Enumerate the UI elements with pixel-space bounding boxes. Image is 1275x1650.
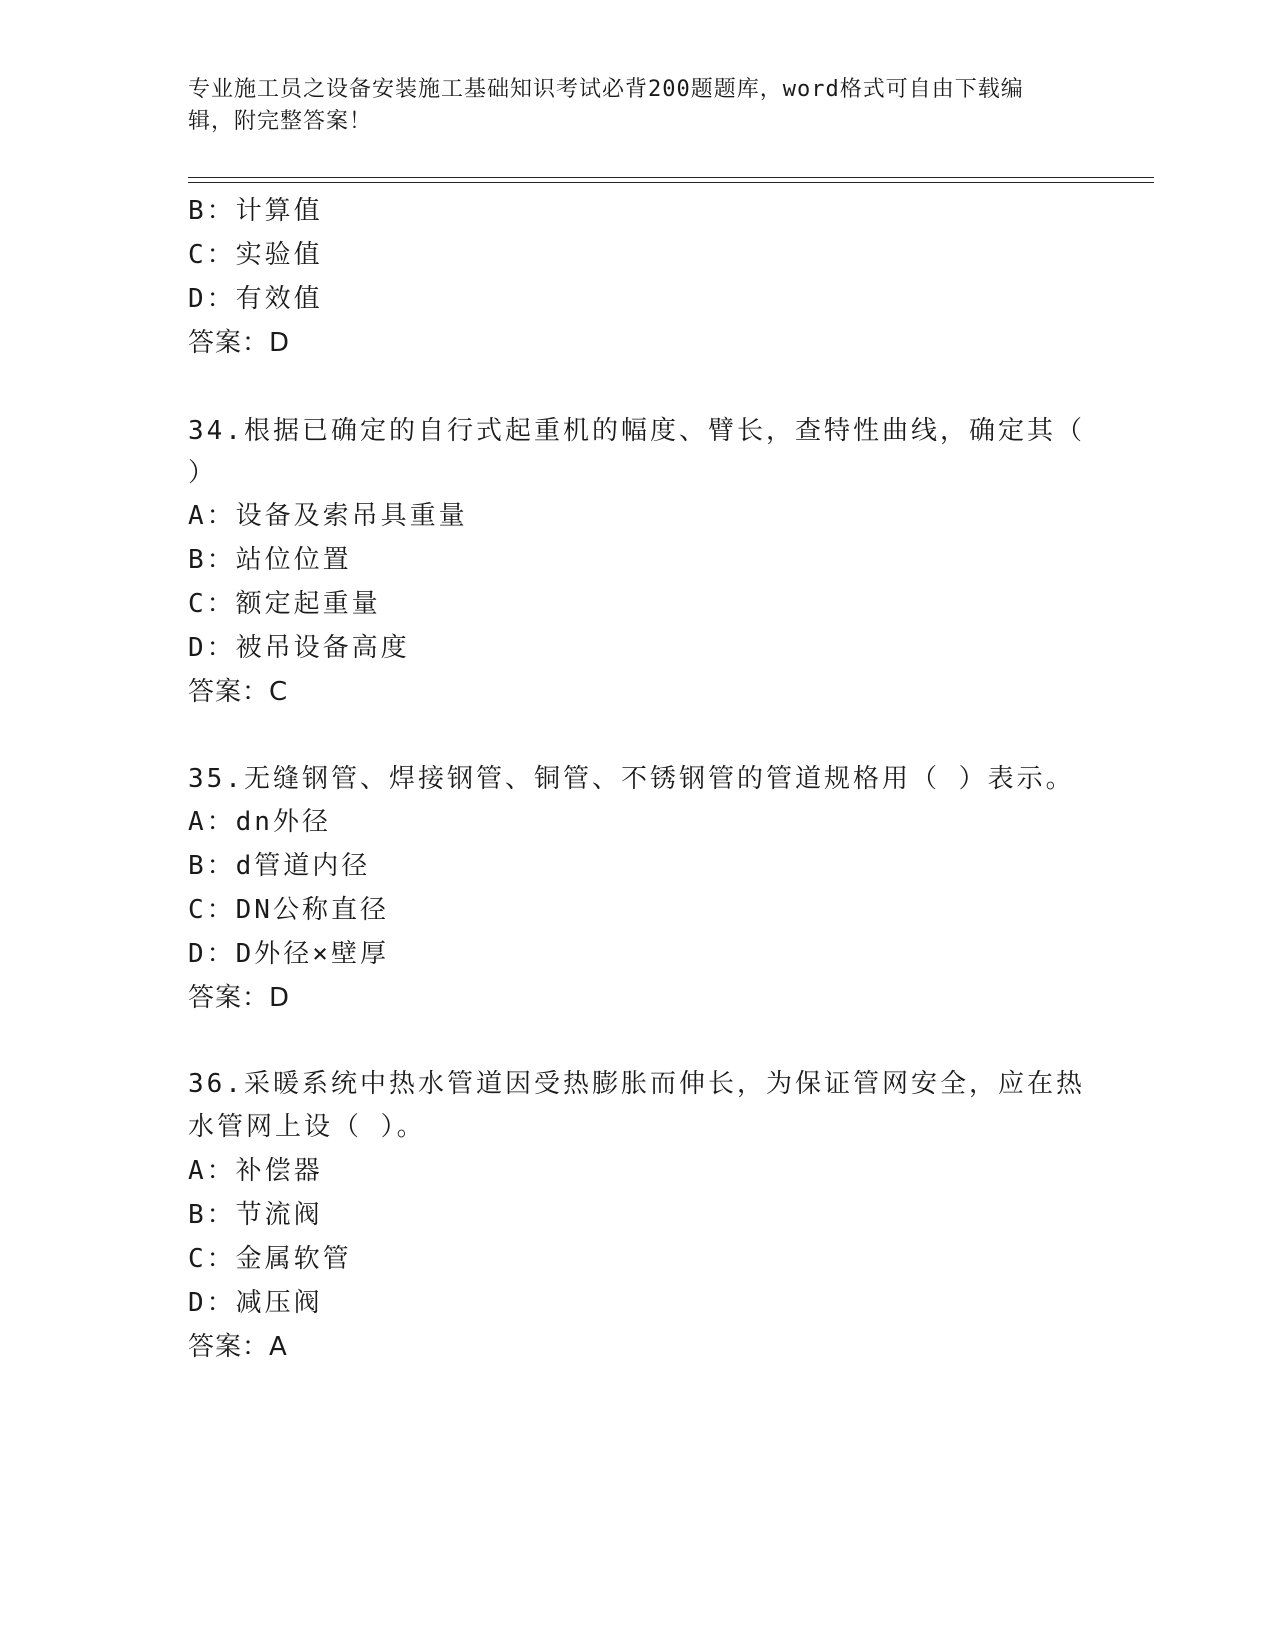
q34-option-b: B：站位位置 [188, 545, 352, 575]
q34-option-a: A：设备及索吊具重量 [188, 501, 468, 531]
document-header: 专业施工员之设备安装施工基础知识考试必背200题题库，word格式可自由下载编辑，附完整答案！ [188, 77, 1024, 134]
q34-stem-line1: 34.根据已确定的自行式起重机的幅度、臂长，查特性曲线，确定其（ [188, 416, 1085, 446]
q36-option-a: A：补偿器 [188, 1156, 323, 1186]
q34-option-d: D：被吊设备高度 [188, 633, 410, 663]
q35-option-a: A：dn外径 [188, 807, 331, 837]
q35-option-b: B：d管道内径 [188, 851, 371, 881]
q36-option-b: B：节流阀 [188, 1200, 323, 1230]
q36-stem-line2: 水管网上设（ ）。 [188, 1112, 426, 1142]
header-divider-bottom [188, 182, 1154, 183]
q36-answer: 答案：A [188, 1332, 288, 1362]
q35-answer: 答案：D [188, 983, 291, 1013]
prev-option-c: C：实验值 [188, 240, 323, 270]
q34-stem-line2: ） [188, 458, 218, 488]
prev-option-d: D：有效值 [188, 284, 323, 314]
prev-option-b: B：计算值 [188, 196, 323, 226]
header-divider-top [188, 177, 1154, 178]
q34-option-c: C：额定起重量 [188, 589, 381, 619]
prev-answer: 答案：D [188, 328, 291, 358]
q36-option-d: D：减压阀 [188, 1288, 323, 1318]
q36-option-c: C：金属软管 [188, 1244, 352, 1274]
q34-answer: 答案：C [188, 677, 289, 707]
q35-option-c: C：DN公称直径 [188, 895, 389, 925]
q36-stem-line1: 36.采暖系统中热水管道因受热膨胀而伸长，为保证管网安全，应在热 [188, 1069, 1085, 1099]
q35-stem-line1: 35.无缝钢管、焊接钢管、铜管、不锈钢管的管道规格用（ ）表示。 [188, 764, 1075, 794]
q35-option-d: D：D外径×壁厚 [188, 939, 389, 969]
